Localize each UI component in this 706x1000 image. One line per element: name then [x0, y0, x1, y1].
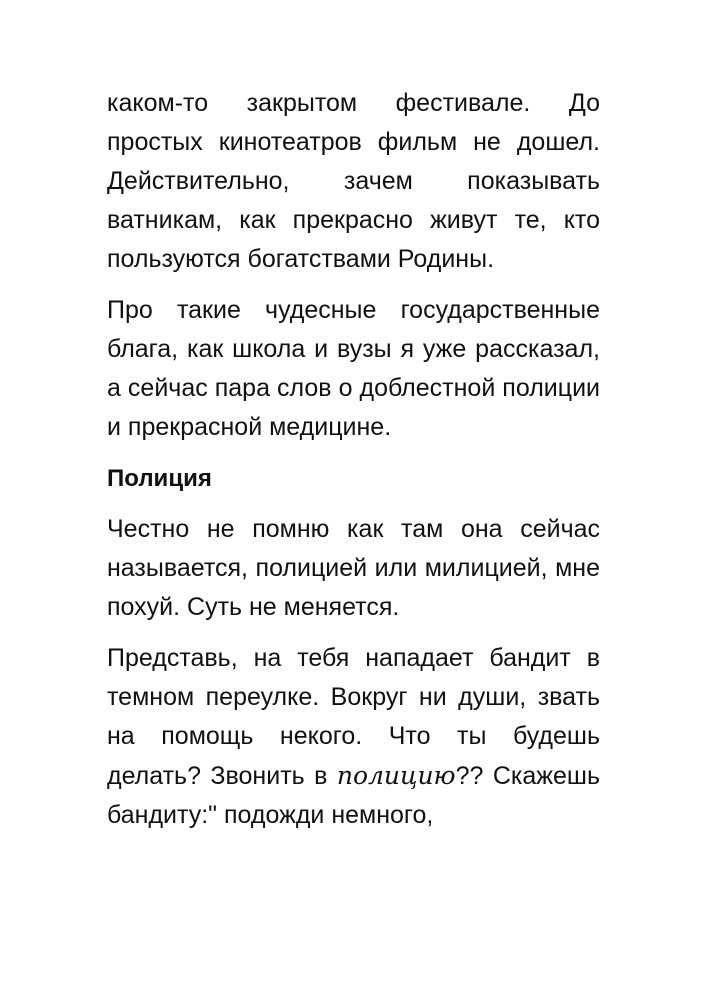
section-heading-police: Полиция [107, 465, 212, 492]
paragraph-bandit-scenario [107, 639, 600, 835]
document-page [107, 84, 600, 847]
paragraph-text-before-emphasis: Представь, на тебя нападает бандит в темном переулке. Вокруг ни души, звать на помощь некого. Что ты будешь делать? Звонить в [107, 644, 600, 790]
paragraph-text-after-emphasis: ?? Скажешь бандиту:" подожди немного, [107, 762, 600, 829]
paragraph-festival: каком-то закрытом фестивале. До простых кинотеатров фильм не дошел. Действительно, зачем показывать ватникам, как прекрасно живут те, кто пользуются богатствами Родины. [107, 89, 600, 273]
paragraph-police-name: Честно не помню как там она сейчас называется, полицией или милицией, мне похуй. Суть не меняется. [107, 515, 600, 621]
emphasized-word: полицию [336, 761, 456, 790]
paragraph-state-benefits: Про такие чудесные государственные блага, как школа и вузы я уже рассказал, а сейчас пара слов о доблестной полиции и прекрасной медицине. [107, 296, 600, 441]
